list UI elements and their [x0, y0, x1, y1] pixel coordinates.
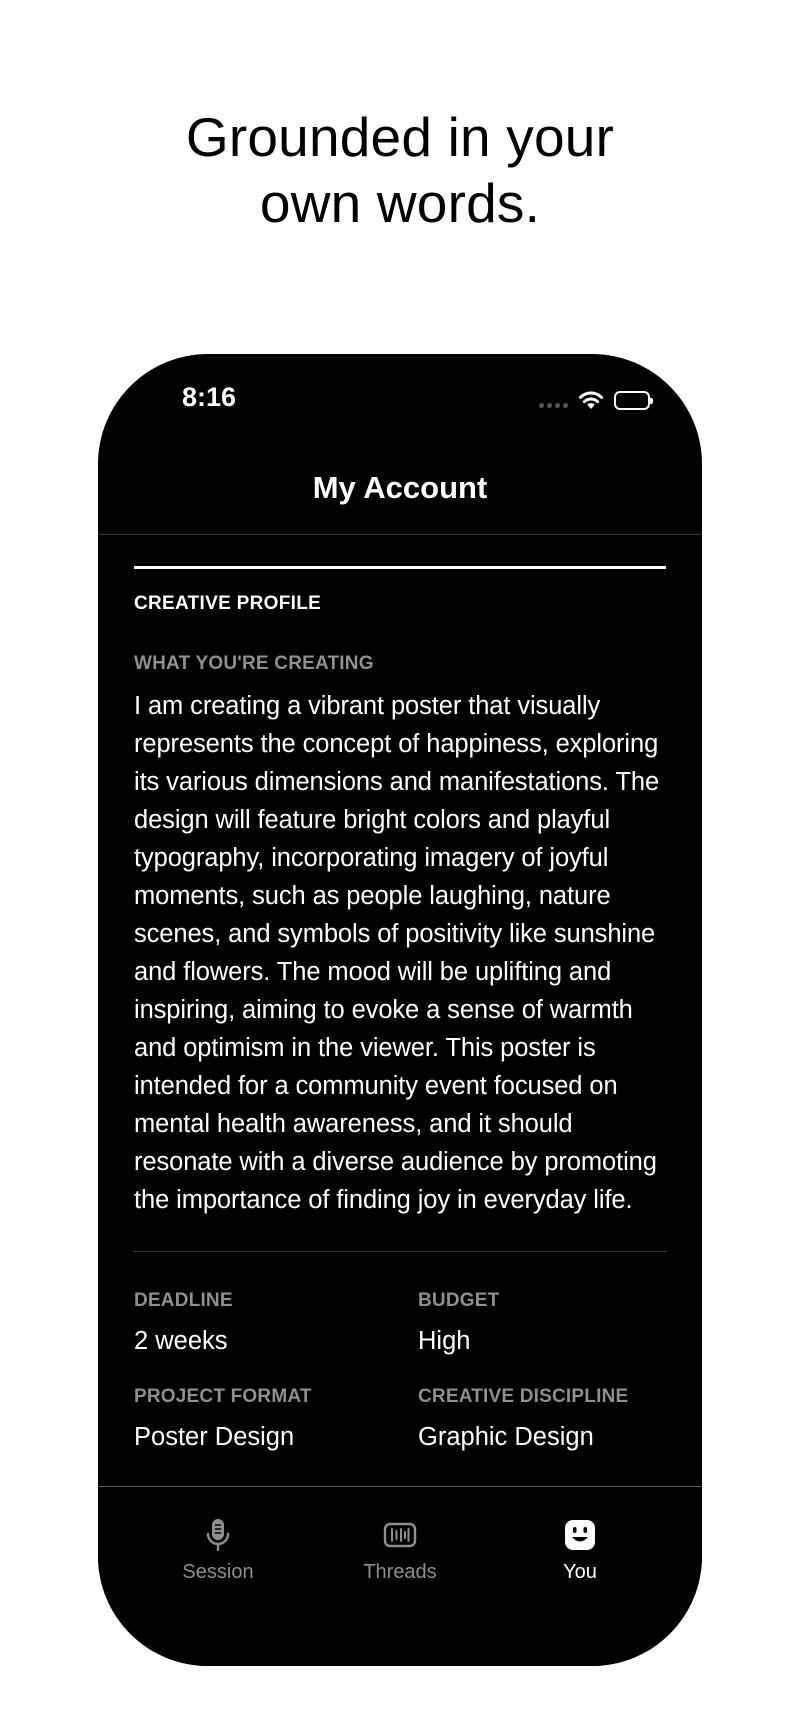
- creating-description: I am creating a vibrant poster that visually represents the concept of happiness, exploring its various dimensions and manifestations. The design will feature bright colors and playful typography, incorporating imagery of joyful moments, such as people laughing, nature scenes, and symbols of positivity like sunshine and flowers. The mood will be uplifting and inspiring, aiming to evoke a sense of warmth and optimism in the viewer. This poster is intended for a community event focused on mental health awareness, and it should resonate with a diverse audience by promoting the importance of finding joy in everyday life.: [134, 692, 660, 1214]
- creating-label: WHAT YOU'RE CREATING: [134, 653, 374, 674]
- smiley-face-icon: [562, 1517, 598, 1553]
- battery-icon: [614, 391, 650, 410]
- deadline-value: 2 weeks: [134, 1327, 228, 1355]
- nav-divider: [98, 534, 702, 535]
- project-format-label: PROJECT FORMAT: [134, 1386, 312, 1407]
- tab-you-label: You: [563, 1561, 597, 1583]
- wifi-icon: [578, 390, 604, 410]
- tab-session-label: Session: [182, 1561, 254, 1583]
- creative-discipline-label: CREATIVE DISCIPLINE: [418, 1386, 629, 1407]
- project-format-value: Poster Design: [134, 1423, 295, 1451]
- status-icons: [539, 390, 650, 410]
- profile-details-grid: [134, 1290, 666, 1452]
- microphone-icon: [200, 1517, 236, 1553]
- budget-label: BUDGET: [418, 1290, 500, 1311]
- headline-line-2: own words.: [259, 172, 541, 234]
- deadline-label: DEADLINE: [134, 1290, 233, 1311]
- budget-value: High: [418, 1327, 471, 1355]
- cellular-signal-icon: [539, 403, 568, 408]
- deadline-field: [134, 1290, 418, 1356]
- section-divider: [134, 566, 666, 569]
- tab-you[interactable]: [510, 1517, 650, 1583]
- section-title: CREATIVE PROFILE: [134, 593, 322, 614]
- headline: [0, 104, 800, 236]
- tab-session[interactable]: [148, 1517, 288, 1583]
- tab-threads-label: Threads: [363, 1561, 437, 1583]
- page-title: My Account: [312, 470, 488, 505]
- threads-icon: [382, 1517, 418, 1553]
- creative-discipline-value: Graphic Design: [418, 1423, 594, 1451]
- tab-threads[interactable]: [330, 1517, 470, 1583]
- field-divider: [134, 1251, 666, 1252]
- project-format-field: [134, 1386, 418, 1452]
- status-time: 8:16: [182, 382, 237, 412]
- tab-bar: [98, 1486, 702, 1666]
- headline-line-1: Grounded in your: [185, 106, 615, 168]
- phone-frame: [98, 354, 702, 1666]
- creative-discipline-field: [418, 1386, 666, 1452]
- budget-field: [418, 1290, 666, 1356]
